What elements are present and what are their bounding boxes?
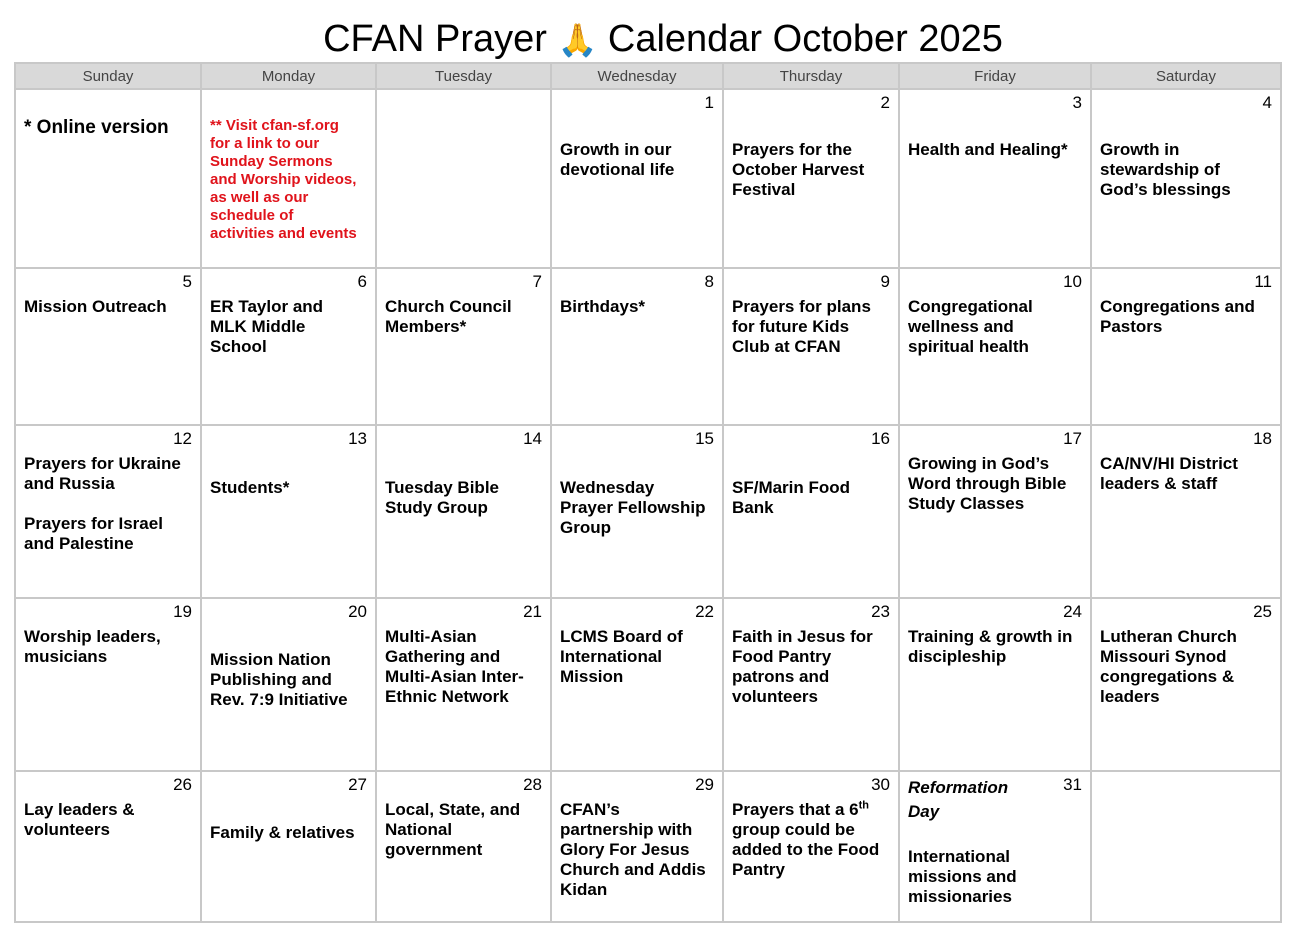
day-cell-7: [376, 268, 551, 425]
day-cell-28: [376, 771, 551, 922]
day-number: 9: [880, 272, 890, 291]
day-number: 27: [348, 775, 367, 794]
day-cell-23: [723, 598, 899, 771]
prayer-topic: Congregational wellness and spiritual health: [908, 297, 1033, 356]
prayer-topic: Growth in stewardship of God’s blessings: [1100, 140, 1231, 199]
prayer-topic: ER Taylor and MLK Middle School: [210, 297, 324, 356]
day-cell-25: [1091, 598, 1281, 771]
day-number: 15: [695, 429, 714, 448]
weekday-header-row: [15, 63, 1281, 89]
prayer-topic: [732, 800, 892, 880]
day-cell-empty: [15, 89, 201, 268]
prayer-topic: Family & relatives: [210, 823, 355, 842]
day-cell-4: [1091, 89, 1281, 268]
weekday-friday: Friday: [899, 63, 1091, 89]
prayer-topic: LCMS Board of International Mission: [560, 627, 683, 686]
day-cell-26: [15, 771, 201, 922]
website-note: ** Visit cfan-sf.org for a link to our Sunday Sermons and Worship videos, as well as our schedule of activities and events: [210, 117, 357, 242]
prayer-topic: Training & growth in discipleship: [908, 627, 1073, 666]
prayer-topic: Prayers for Ukraine and Russia Prayers for Israel and Palestine: [24, 454, 181, 553]
title-text: CFAN Prayer: [323, 18, 547, 60]
title-month: Calendar October 2025: [607, 18, 1003, 60]
prayer-topic: Students*: [210, 478, 290, 497]
day-number: 17: [1063, 429, 1082, 448]
day-number: 4: [1262, 93, 1272, 112]
prayer-topic: Prayers for plans for future Kids Club at CFAN: [732, 297, 871, 356]
prayer-topic: Worship leaders, musicians: [24, 627, 161, 666]
day-cell-21: [376, 598, 551, 771]
page-title: [0, 14, 1296, 65]
day-cell-30: [723, 771, 899, 922]
day-number: 3: [1072, 93, 1082, 112]
day-number: 16: [871, 429, 890, 448]
day-cell-1: [551, 89, 723, 268]
prayer-topic: Mission Nation Publishing and Rev. 7:9 Initiative: [210, 650, 348, 709]
day-number: 6: [357, 272, 367, 291]
prayer-topic: Local, State, and National government: [385, 800, 521, 859]
day-cell-18: [1091, 425, 1281, 598]
day-number: 26: [173, 775, 192, 794]
prayer-topic: Congregations and Pastors: [1100, 297, 1255, 336]
prayer-topic: Faith in Jesus for Food Pantry patrons and volunteers: [732, 627, 873, 706]
day-number: 1: [704, 93, 714, 112]
day-number: 22: [695, 602, 714, 621]
day-cell-13: [201, 425, 376, 598]
day-number: 12: [173, 429, 192, 448]
day-number: 18: [1253, 429, 1272, 448]
day-number: 10: [1063, 272, 1082, 291]
day-cell-24: [899, 598, 1091, 771]
weekday-sunday: Sunday: [15, 63, 201, 89]
prayer-topic: Lay leaders & volunteers: [24, 800, 135, 839]
day-cell-3: [899, 89, 1091, 268]
prayer-topic: Growing in God’s Word through Bible Study Classes: [908, 454, 1067, 513]
reformation-day-label: Reformation Day: [908, 778, 1009, 821]
prayer-topic: Prayers for the October Harvest Festival: [732, 140, 865, 199]
weekday-thursday: Thursday: [723, 63, 899, 89]
day-cell-17: [899, 425, 1091, 598]
day-cell-6: [201, 268, 376, 425]
prayer-topic: Birthdays*: [560, 297, 646, 316]
day-cell-9: [723, 268, 899, 425]
day-cell-20: [201, 598, 376, 771]
day-number: 21: [523, 602, 542, 621]
day-number: 24: [1063, 602, 1082, 621]
day-cell-5: [15, 268, 201, 425]
day-cell-2: [723, 89, 899, 268]
weekday-wednesday: Wednesday: [551, 63, 723, 89]
weekday-saturday: Saturday: [1091, 63, 1281, 89]
prayer-topic: Lutheran Church Missouri Synod congregations & leaders: [1100, 627, 1237, 706]
day-number: 13: [348, 429, 367, 448]
prayer-topic: Mission Outreach: [24, 297, 167, 316]
day-number: 25: [1253, 602, 1272, 621]
praying-hands-icon: 🙏: [557, 21, 598, 59]
day-cell-15: [551, 425, 723, 598]
ordinal-suffix: th: [858, 799, 870, 812]
weekday-tuesday: Tuesday: [376, 63, 551, 89]
day-cell-10: [899, 268, 1091, 425]
prayer-topic: Wednesday Prayer Fellowship Group: [560, 478, 706, 537]
week-row-3: [15, 425, 1281, 598]
day-cell-22: [551, 598, 723, 771]
day-cell-empty: [1091, 771, 1281, 922]
weekday-monday: Monday: [201, 63, 376, 89]
day-number: 20: [348, 602, 367, 621]
day-number: 8: [704, 272, 714, 291]
day-cell-8: [551, 268, 723, 425]
prayer-topic-part: Prayers that a 6: [732, 800, 859, 819]
day-cell-16: [723, 425, 899, 598]
online-version-note: * Online version: [24, 117, 169, 138]
day-number: 30: [871, 775, 890, 794]
prayer-topic: Multi-Asian Gathering and Multi-Asian Inter- Ethnic Network: [385, 627, 524, 706]
day-cell-12: [15, 425, 201, 598]
day-number: 23: [871, 602, 890, 621]
prayer-topic: Growth in our devotional life: [560, 140, 675, 179]
day-number: 7: [532, 272, 542, 291]
week-row-5: [15, 771, 1281, 922]
day-number: 2: [880, 93, 890, 112]
day-cell-empty: [201, 89, 376, 268]
prayer-topic: Health and Healing*: [908, 140, 1068, 159]
day-number: 29: [695, 775, 714, 794]
day-cell-27: [201, 771, 376, 922]
day-number: 19: [173, 602, 192, 621]
week-row-1: [15, 89, 1281, 268]
prayer-topic: International missions and missionaries: [908, 847, 1017, 906]
day-number: 5: [182, 272, 192, 291]
prayer-topic: CFAN’s partnership with Glory For Jesus Church and Addis Kidan: [560, 800, 706, 899]
day-number: 28: [523, 775, 542, 794]
prayer-topic: SF/Marin Food Bank: [732, 478, 851, 517]
day-number: 14: [523, 429, 542, 448]
day-number: 31: [1063, 775, 1082, 794]
day-cell-31: [899, 771, 1091, 922]
prayer-topic: Tuesday Bible Study Group: [385, 478, 499, 517]
prayer-topic: CA/NV/HI District leaders & staff: [1100, 454, 1238, 493]
week-row-4: [15, 598, 1281, 771]
week-row-2: [15, 268, 1281, 425]
calendar-grid: [14, 62, 1282, 923]
day-number: 11: [1254, 272, 1272, 291]
day-cell-11: [1091, 268, 1281, 425]
day-cell-14: [376, 425, 551, 598]
day-cell-29: [551, 771, 723, 922]
prayer-topic-part: group could be added to the Food Pantry: [732, 820, 880, 879]
day-cell-19: [15, 598, 201, 771]
day-cell-empty: [376, 89, 551, 268]
prayer-topic: Church Council Members*: [385, 297, 512, 336]
